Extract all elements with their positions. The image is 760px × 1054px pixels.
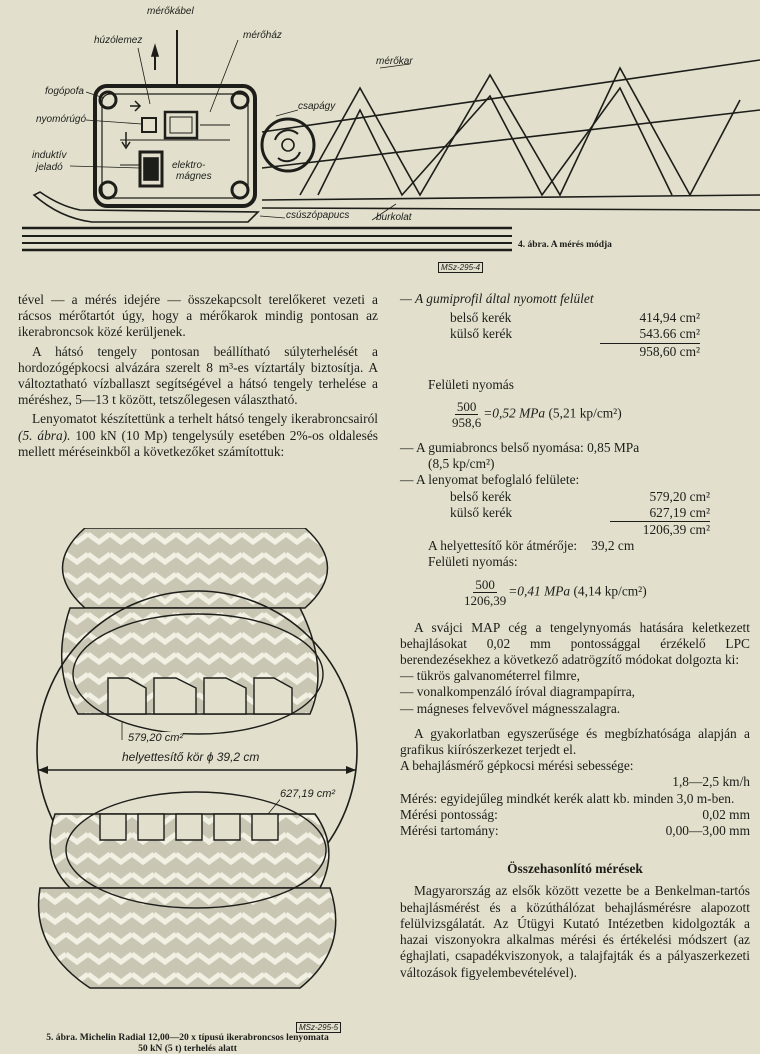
denominator: 1206,39 xyxy=(464,592,507,608)
inner-pressure-unit: (8,5 kp/cm²) xyxy=(428,456,495,472)
surface-pressure-1-label: Felületi nyomás xyxy=(428,376,514,392)
label-induktiv: induktív xyxy=(32,150,67,161)
speed-label: A behajlásmérő gépkocsi mérési sebessége: xyxy=(400,758,634,774)
table-total-row xyxy=(450,343,700,360)
table-total: 1206,39 cm² xyxy=(610,521,710,538)
formula-unit: (4,14 kp/cm²) xyxy=(573,583,647,599)
right-column xyxy=(400,291,750,981)
numerator: 500 xyxy=(475,576,495,592)
figure-5 xyxy=(0,528,375,1054)
figure-5-reference: (5. ábra). xyxy=(18,427,71,443)
table-total-row xyxy=(450,521,715,538)
table-row xyxy=(450,326,700,342)
fraction xyxy=(450,399,483,430)
range-value: 0,00—3,00 mm xyxy=(665,823,750,839)
paragraph-2: A hátsó tengely pontosan beállítható súlyterhelését a hordozógépkocsi alvázára szerelt 8 m³-es víztartály biztosítja. A változtatható vízballaszt segítségével a hátsó tengely terhelése a méréshez, 5—13 t között, tetszőlegesen választható. xyxy=(18,343,378,408)
section-tread-area: — A gumiprofil által nyomott felület xyxy=(400,291,594,306)
label-merokar: mérőkar xyxy=(376,56,413,67)
circle-diameter-row xyxy=(428,538,750,554)
figure-4-caption: 4. ábra. A mérés módja xyxy=(518,240,612,250)
footprint-area-inner: 579,20 cm² xyxy=(128,732,184,744)
area-table-1 xyxy=(450,310,700,360)
row-label: külső kerék xyxy=(450,326,513,342)
circle-diameter-label: A helyettesítő kör átmérője: xyxy=(428,538,578,554)
precision-value: 0,02 mm xyxy=(702,806,750,822)
label-nyomorugo: nyomórúgó xyxy=(36,114,87,125)
paragraph-3-end: 100 kN (10 Mp) tengelysúly esetében 2%-os oldalesés mellett méréseinkből a következőket számítottuk: xyxy=(18,427,378,459)
area-table-2 xyxy=(450,489,715,539)
figure-4-code: MSz-295-4 xyxy=(438,262,483,273)
circle-diameter-value: 39,2 cm xyxy=(591,538,635,554)
footprint-area-outer: 627,19 cm² xyxy=(280,788,336,800)
figure-4 xyxy=(0,0,760,270)
figure-5-caption-line-2: 50 kN (5 t) terhelés alatt xyxy=(138,1043,237,1054)
surface-pressure-2-label: Felületi nyomás: xyxy=(428,554,518,570)
figure-5-caption xyxy=(0,1032,375,1054)
label-huzolemez: húzólemez xyxy=(94,35,143,46)
formula-result: =0,52 MPa xyxy=(483,405,546,421)
row-label: belső kerék xyxy=(450,310,512,326)
row-value: 543.66 cm² xyxy=(639,326,700,342)
label-burkolat: burkolat xyxy=(376,212,412,223)
recording-methods-list xyxy=(400,668,750,717)
left-column xyxy=(18,292,378,460)
label-csapagy: csapágy xyxy=(298,101,336,112)
row-label: külső kerék xyxy=(450,504,513,520)
paragraph-3-start: Lenyomatot készítettünk a terhelt hátsó tengely ikerabroncsairól xyxy=(32,411,378,427)
row-value: 627,19 cm² xyxy=(649,504,710,520)
figure-5-code: MSz-295-5 xyxy=(296,1022,341,1033)
precision-row xyxy=(400,807,750,823)
speed-value: 1,8—2,5 km/h xyxy=(672,774,750,790)
paragraph-map: A svájci MAP cég a tengelynyomás hatására keletkezett behajlásokat 0,02 mm pontossággal érzékelő LPC berendezésekhez a következő adatrögzítő módokat dolgozta ki: xyxy=(400,619,750,668)
paragraph-comparison: Magyarország az elsők között vezette be a Benkelman-tartós behajlásmérést és a közúthálózat behajlásmérésre alapozott felülvizsgálatát. Az Útügyi Kutató Intézetben kidolgozták a hazai viszonyokra alkalmas mérési és értékelési módszert (az éghajlati, csapadékviszonyok, a talajfajták és a pályaszerkezeti változások figyelembevételével). xyxy=(400,883,750,980)
range-row xyxy=(400,823,750,839)
row-label: belső kerék xyxy=(450,488,512,504)
label-fogopofa: fogópofa xyxy=(45,86,84,97)
section-heading: Összehasonlító mérések xyxy=(507,861,643,877)
label-elektro: elektro- xyxy=(172,160,206,171)
paragraph-practice: A gyakorlatban egyszerűsége és megbízhatósága alapján a grafikus kiírószerkezet terjedt el. xyxy=(400,725,750,758)
section-bounding-area: — A lenyomat befoglaló felülete: xyxy=(400,472,580,488)
formula-result: =0,41 MPa xyxy=(508,583,571,599)
formula-unit: (5,21 kp/cm²) xyxy=(548,405,622,421)
label-merohaz: mérőház xyxy=(243,30,282,41)
table-total: 958,60 cm² xyxy=(600,343,700,360)
label-csuszopapucs: csúszópapucs xyxy=(286,210,350,221)
label-magnes: mágnes xyxy=(176,171,212,182)
surface-pressure-1-formula xyxy=(450,399,750,430)
precision-label: Mérési pontosság: xyxy=(400,806,498,822)
label-merokabel: mérőkábel xyxy=(147,6,194,17)
range-label: Mérési tartomány: xyxy=(400,823,499,839)
substitute-circle-diameter: helyettesítő kör ϕ 39,2 cm xyxy=(122,750,260,764)
list-item: — vonalkompenzáló íróval diagrampapírra, xyxy=(400,684,635,700)
label-jelado: jeladó xyxy=(36,162,63,173)
table-row xyxy=(450,489,715,505)
table-row xyxy=(450,310,700,326)
paragraph-1: tével — a mérés idejére — összekapcsolt terelőkeret vezeti a rácsos mérőtartót úgy, hogy a mérőkarok mindig pontosan az ikerabroncsok közé kerüljenek. xyxy=(18,292,378,340)
figure-5-caption-line-1: 5. ábra. Michelin Radial 12,00—20 x típusú ikerabroncsos lenyomata xyxy=(46,1032,329,1043)
table-row xyxy=(450,505,715,521)
denominator: 958,6 xyxy=(452,415,482,431)
paragraph-3 xyxy=(18,411,378,460)
inner-pressure xyxy=(400,440,750,472)
row-value: 579,20 cm² xyxy=(649,488,710,504)
surface-pressure-2-formula xyxy=(462,577,750,608)
list-item: — mágneses felvevővel mágnesszalagra. xyxy=(400,700,621,716)
tire-footprint-drawing xyxy=(0,528,375,1018)
inner-pressure-line: — A gumiabroncs belső nyomása: 0,85 MPa xyxy=(400,440,640,456)
list-item: — tükrös galvanométerrel filmre, xyxy=(400,668,580,684)
fraction xyxy=(462,577,508,608)
numerator: 500 xyxy=(456,399,477,415)
row-value: 414,94 cm² xyxy=(639,310,700,326)
measurement-interval: Mérés: egyidejűleg mindkét kerék alatt kb. minden 3,0 m-ben. xyxy=(400,790,735,806)
